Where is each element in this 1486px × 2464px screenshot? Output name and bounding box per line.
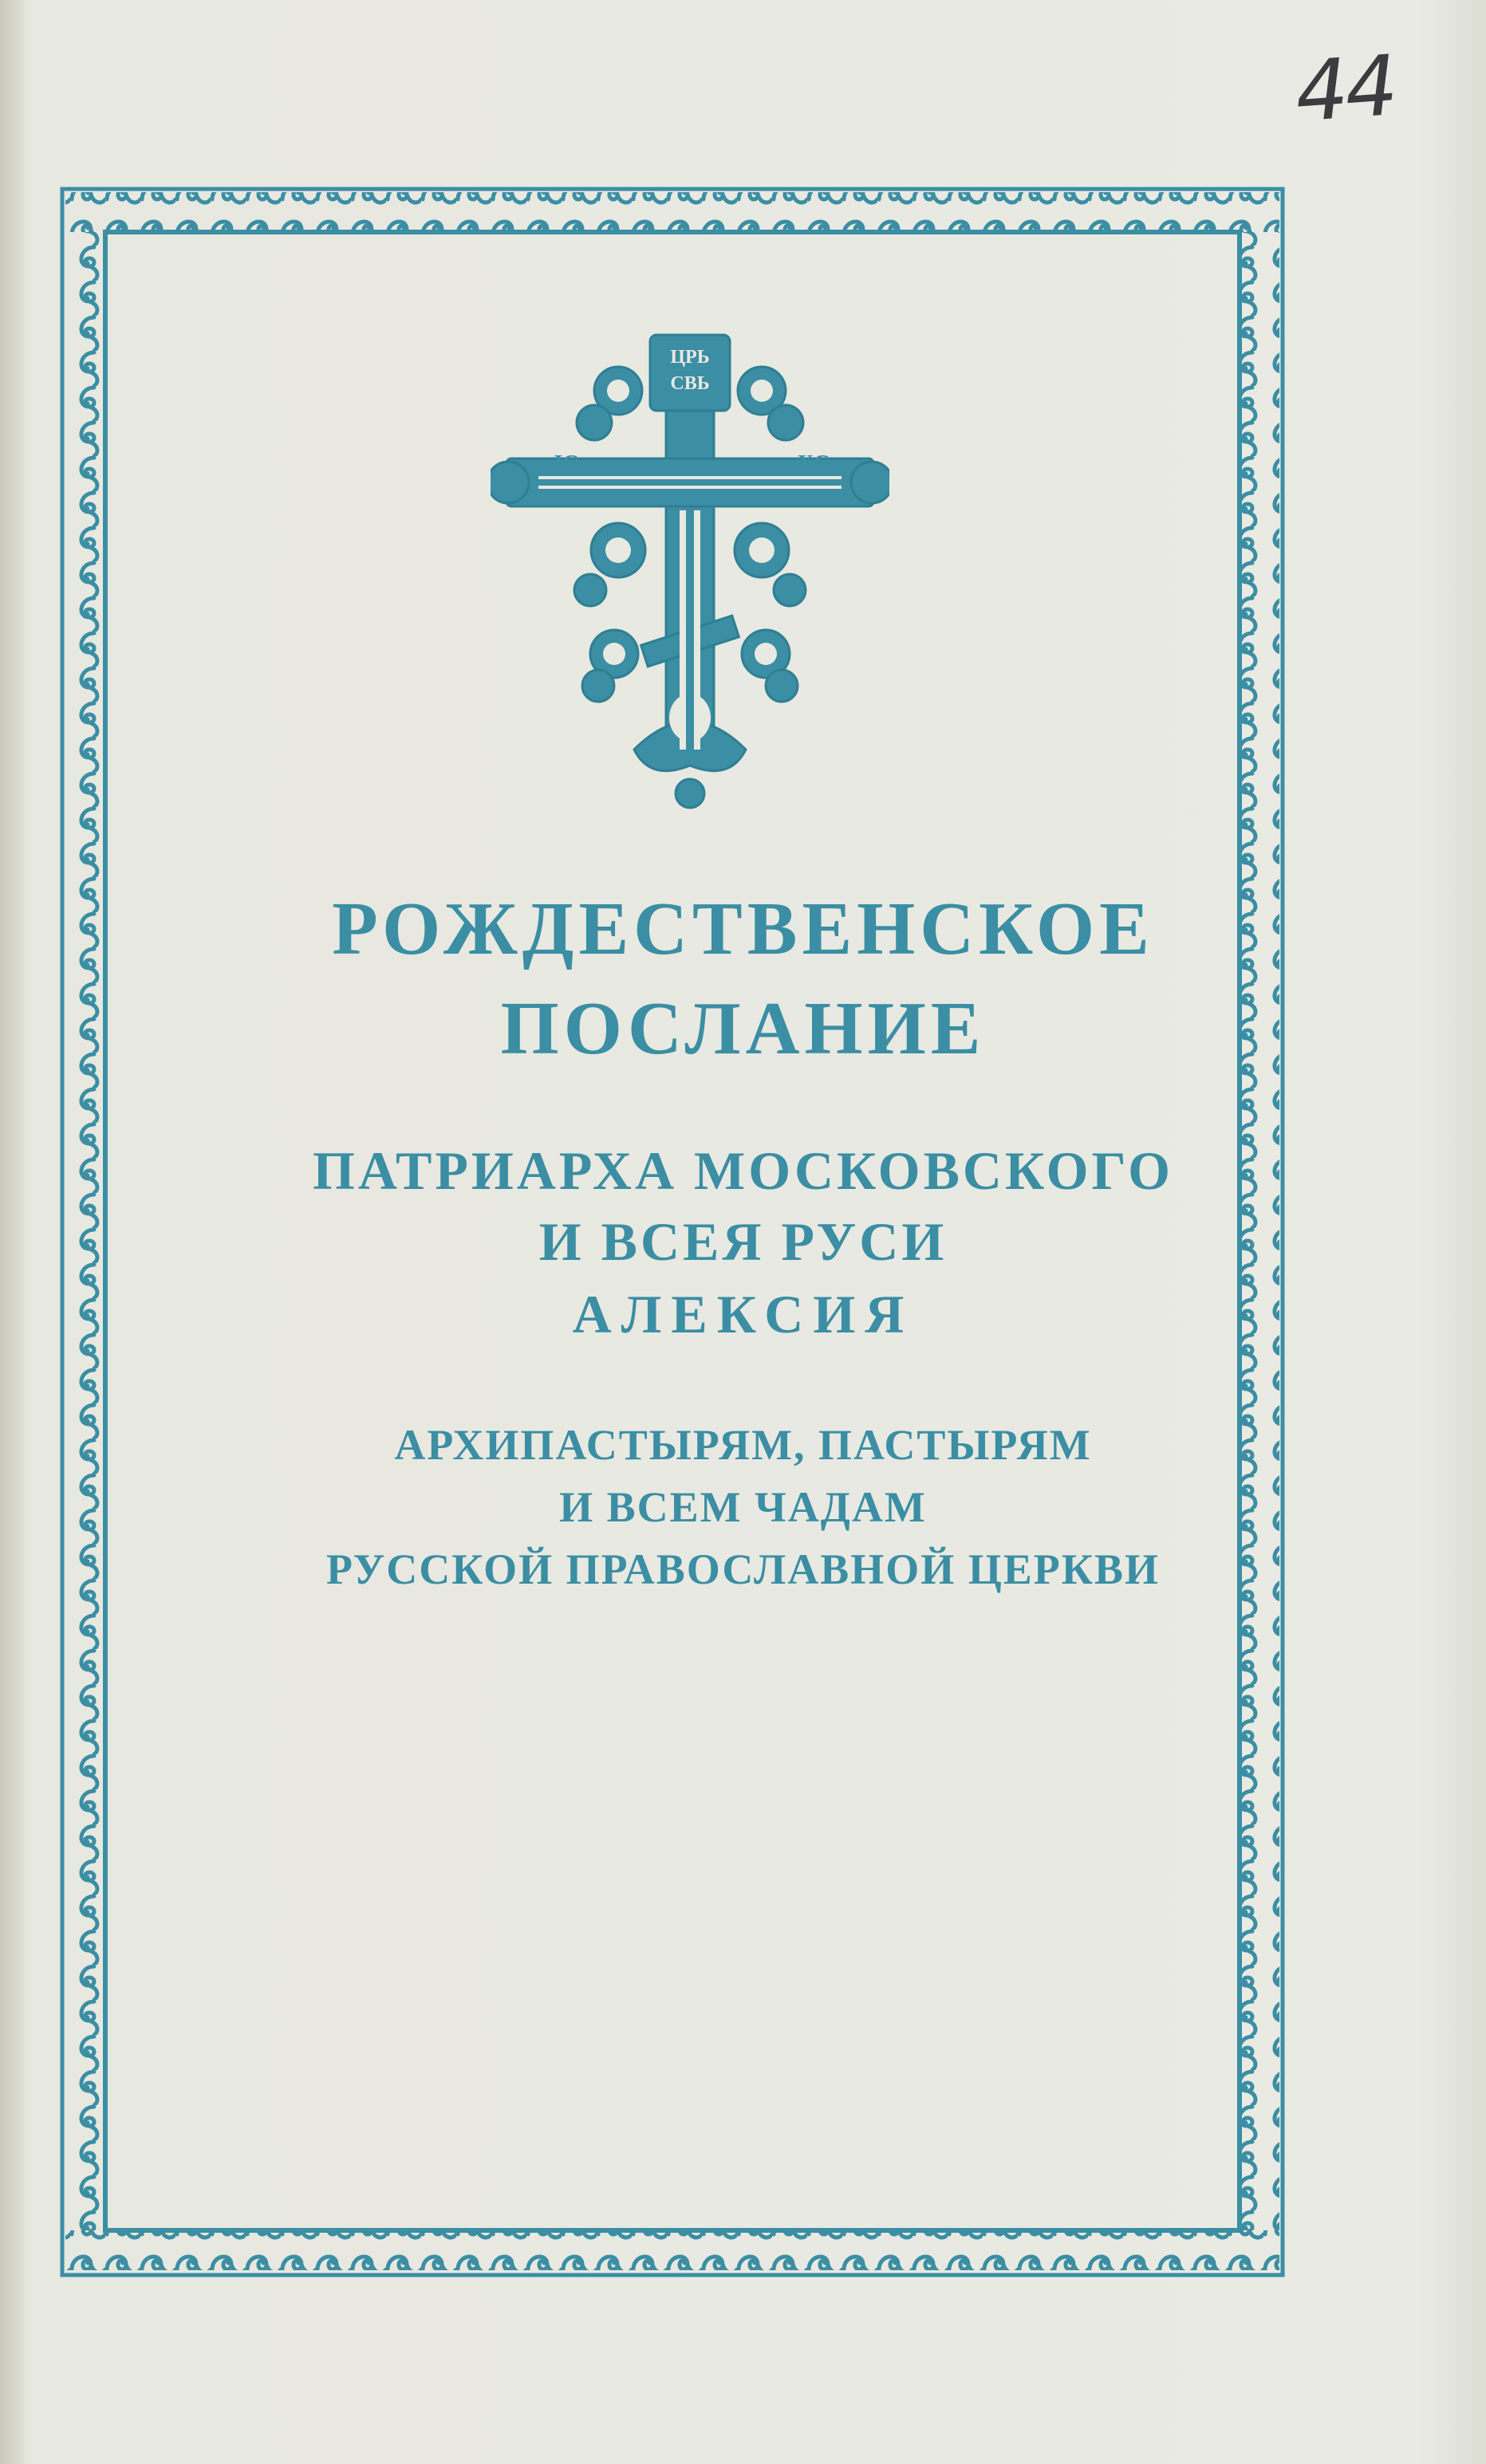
cross-monogram-left: IC <box>554 451 579 476</box>
cross-plate-line1: ЦРЬ <box>670 347 710 368</box>
author-line-2: И ВСЕЯ РУСИ <box>538 1211 948 1272</box>
folio-number: 44 <box>1291 37 1398 141</box>
title-line-2: ПОСЛАНИЕ <box>500 987 986 1070</box>
cross-monogram-right: XC <box>797 451 830 476</box>
author-line-1: ПАТРИАРХА МОСКОВСКОГО <box>313 1140 1173 1201</box>
addressee-line-3: РУССКОЙ ПРАВОСЛАВНОЙ ЦЕРКВИ <box>326 1545 1160 1593</box>
addressee-line-1: АРХИПАСТЫРЯМ, ПАСТЫРЯМ <box>394 1421 1092 1469</box>
cross-plate-line2: СВЬ <box>670 373 710 394</box>
author-line-3: АЛЕКСИЯ <box>572 1284 914 1344</box>
orthodox-cross-icon <box>491 319 889 813</box>
title-line-1: РОЖДЕСТВЕНСКОЕ <box>332 888 1154 970</box>
addressee-line-2: И ВСЕМ ЧАДАМ <box>559 1483 927 1531</box>
